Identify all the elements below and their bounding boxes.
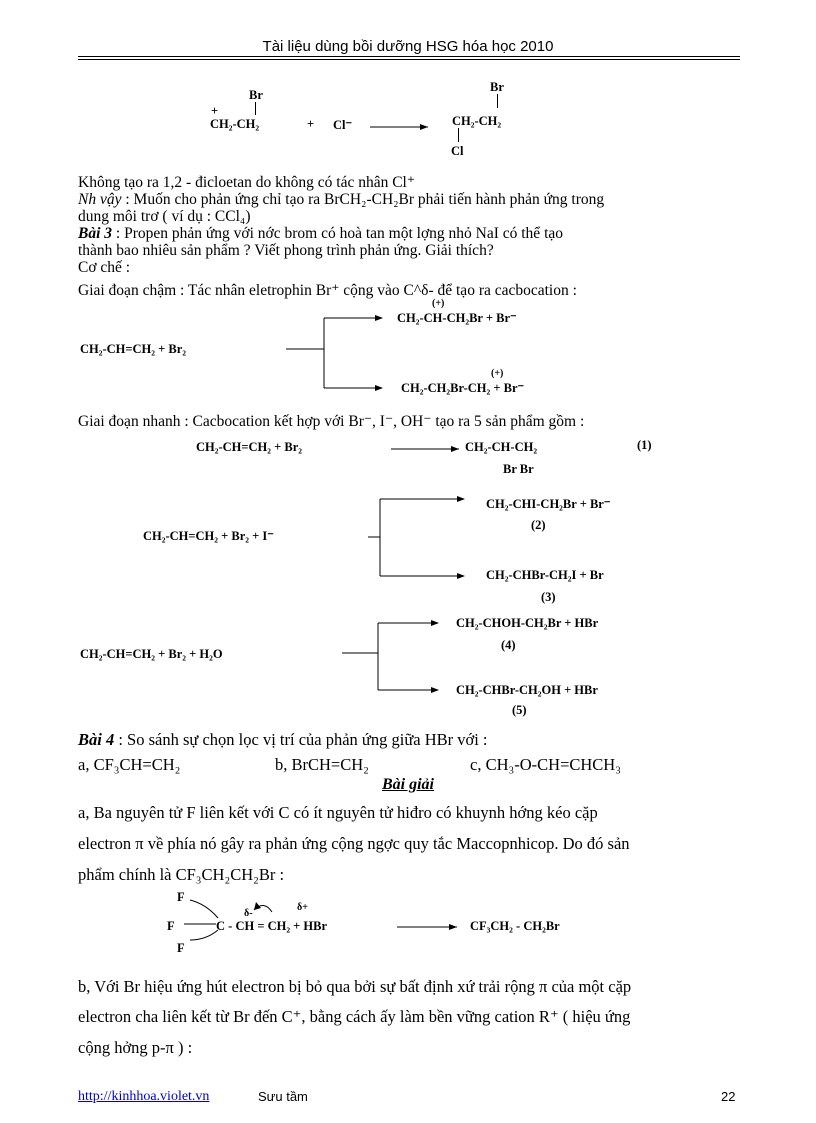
footer-link[interactable]: http://kinhhoa.violet.vn bbox=[78, 1089, 210, 1104]
rx4-arrows bbox=[368, 499, 468, 579]
bai4-title: Bài 4 bbox=[78, 730, 115, 749]
rx1-bond-cl bbox=[458, 128, 459, 142]
rx2-top: CH₂-CH-CH₂Br + Br⁻ bbox=[397, 311, 517, 325]
rx4-bottom: CH₂-CHBr-CH₂I + Br bbox=[486, 568, 604, 582]
rx5-bottom-label: (5) bbox=[512, 703, 527, 717]
text-line-2-italic: Nh vậy bbox=[78, 191, 122, 208]
para-b-line-3: cộng hởng p-π ) : bbox=[78, 1038, 193, 1057]
rx6-electron-arrows bbox=[176, 896, 286, 946]
rx2-left: CH₂-CH=CH₂ + Br₂ bbox=[80, 342, 187, 356]
rx1-plus: + bbox=[211, 104, 219, 118]
text-line-4 bbox=[78, 225, 563, 242]
text-line-7: Giai đoạn chậm : Tác nhân eletrophin Br⁺ cộng vào C^δ- để tạo ra cacbocation : bbox=[78, 282, 577, 299]
solution-title: Bài giải bbox=[381, 776, 434, 793]
para-b-line-2: electron cha liên kết từ Br đến C⁺, bằng cách ấy làm bền vững cation R⁺ ( hiệu ứng bbox=[78, 1007, 631, 1026]
rx3-subs: Br Br bbox=[503, 462, 534, 476]
rx5-top-label: (4) bbox=[501, 638, 516, 652]
rx6-product: CF₃CH₂ - CH₂Br bbox=[470, 919, 560, 933]
bai4-option-c: c, CH₃-O-CH=CHCH₃ bbox=[470, 755, 621, 774]
bai3-title: Bài 3 bbox=[78, 225, 113, 242]
footer-source: Sưu tầm bbox=[258, 1089, 308, 1104]
rx1-plus-sign: + bbox=[307, 117, 315, 131]
solution-line-3: phẩm chính là CF₃CH₂CH₂Br : bbox=[78, 865, 285, 884]
rx5-arrows bbox=[342, 623, 442, 693]
rx1-bond bbox=[255, 102, 256, 115]
rx2-bottom-charge: (+) bbox=[491, 368, 504, 379]
text-line-8: Giai đoạn nhanh : Cacbocation kết hợp với Br⁻, I⁻, OH⁻ tạo ra 5 sản phẩm gồm : bbox=[78, 413, 585, 430]
para-b-line-1: b, Với Br hiệu ứng hút electron bị bỏ qua bởi sự bất định xứ trải rộng π của một cặp bbox=[78, 977, 632, 996]
rx6-f-top: F bbox=[177, 890, 185, 904]
rx2-arrows bbox=[286, 318, 386, 392]
bai4-line bbox=[78, 731, 488, 748]
rx4-left: CH₂-CH=CH₂ + Br₂ + I⁻ bbox=[143, 529, 274, 543]
header-title: Tài liệu dùng bồi dưỡng HSG hóa học 2010 bbox=[262, 38, 554, 55]
bai4-option-b: b, BrCH=CH₂ bbox=[275, 755, 369, 774]
text-line-6: Cơ chế : bbox=[78, 259, 131, 276]
rx1-arrow bbox=[370, 124, 430, 130]
rx1-br-right: Br bbox=[490, 80, 504, 94]
rx2-bottom: CH₂-CH₂Br-CH₂ + Br⁻ bbox=[401, 381, 525, 395]
text-line-1: Không tạo ra 1,2 - đicloetan do không có tác nhân Cl⁺ bbox=[78, 174, 416, 191]
rx5-bottom: CH₂-CHBr-CH₂OH + HBr bbox=[456, 683, 598, 697]
rx6-f-left: F bbox=[167, 919, 175, 933]
rx3-left: CH₂-CH=CH₂ + Br₂ bbox=[196, 440, 303, 454]
rx1-reagent: Cl⁻ bbox=[333, 118, 353, 132]
bai4-option-a: a, CF₃CH=CH₂ bbox=[78, 755, 181, 774]
bai4-text: : So sánh sự chọn lọc vị trí của phản ứng giữa HBr với : bbox=[114, 730, 488, 749]
bai3-text: : Propen phản ứng với nớc brom có hoà tan một lợng nhỏ NaI có thể tạo bbox=[112, 225, 563, 242]
rx4-bottom-label: (3) bbox=[541, 590, 556, 604]
solution-line-2: electron π về phía nó gây ra phản ứng cộng ngợc quy tắc Maccopnhicop. Do đó sản bbox=[78, 834, 630, 853]
text-line-5: thành bao nhiêu sản phẩm ? Viết phong trình phản ứng. Giải thích? bbox=[78, 242, 494, 259]
rx3-label: (1) bbox=[637, 438, 652, 452]
rx3-arrow bbox=[391, 446, 461, 452]
rx6-delta-minus: δ- bbox=[244, 908, 253, 919]
rx3-right: CH₂-CH-CH₂ bbox=[465, 440, 538, 454]
rx2-top-charge: (+) bbox=[432, 298, 445, 309]
rx5-left: CH₂-CH=CH₂ + Br₂ + H₂O bbox=[80, 647, 223, 661]
rx1-cl: Cl bbox=[451, 144, 464, 158]
header-rule bbox=[78, 56, 740, 57]
rx5-top: CH₂-CHOH-CH₂Br + HBr bbox=[456, 616, 599, 630]
rx4-top: CH₂-CHI-CH₂Br + Br⁻ bbox=[486, 497, 611, 511]
text-line-2 bbox=[78, 191, 604, 208]
rx6-arrow bbox=[397, 924, 459, 930]
header-rule-2 bbox=[78, 59, 740, 60]
rx6-delta-plus: δ+ bbox=[297, 902, 308, 913]
solution-line-1: a, Ba nguyên tử F liên kết với C có ít nguyên tử hiđro có khuynh hớng kéo cặp bbox=[78, 803, 598, 822]
rx4-top-label: (2) bbox=[531, 518, 546, 532]
rx6-f-bottom: F bbox=[177, 941, 185, 955]
rx1-right: CH₂-CH₂ bbox=[452, 114, 502, 128]
rx1-left: CH₂-CH₂ bbox=[210, 117, 260, 131]
rx1-bond-right bbox=[497, 94, 498, 108]
page-number: 22 bbox=[721, 1089, 736, 1104]
rx6-core: C - CH = CH₂ + HBr bbox=[216, 919, 328, 933]
text-line-3: dung môi trơ ( ví dụ : CCl₄) bbox=[78, 208, 251, 225]
text-line-2-rest: : Muốn cho phản ứng chỉ tạo ra BrCH₂-CH₂Br phải tiến hành phản ứng trong bbox=[121, 191, 605, 208]
rx1-br-top: Br bbox=[249, 88, 263, 102]
